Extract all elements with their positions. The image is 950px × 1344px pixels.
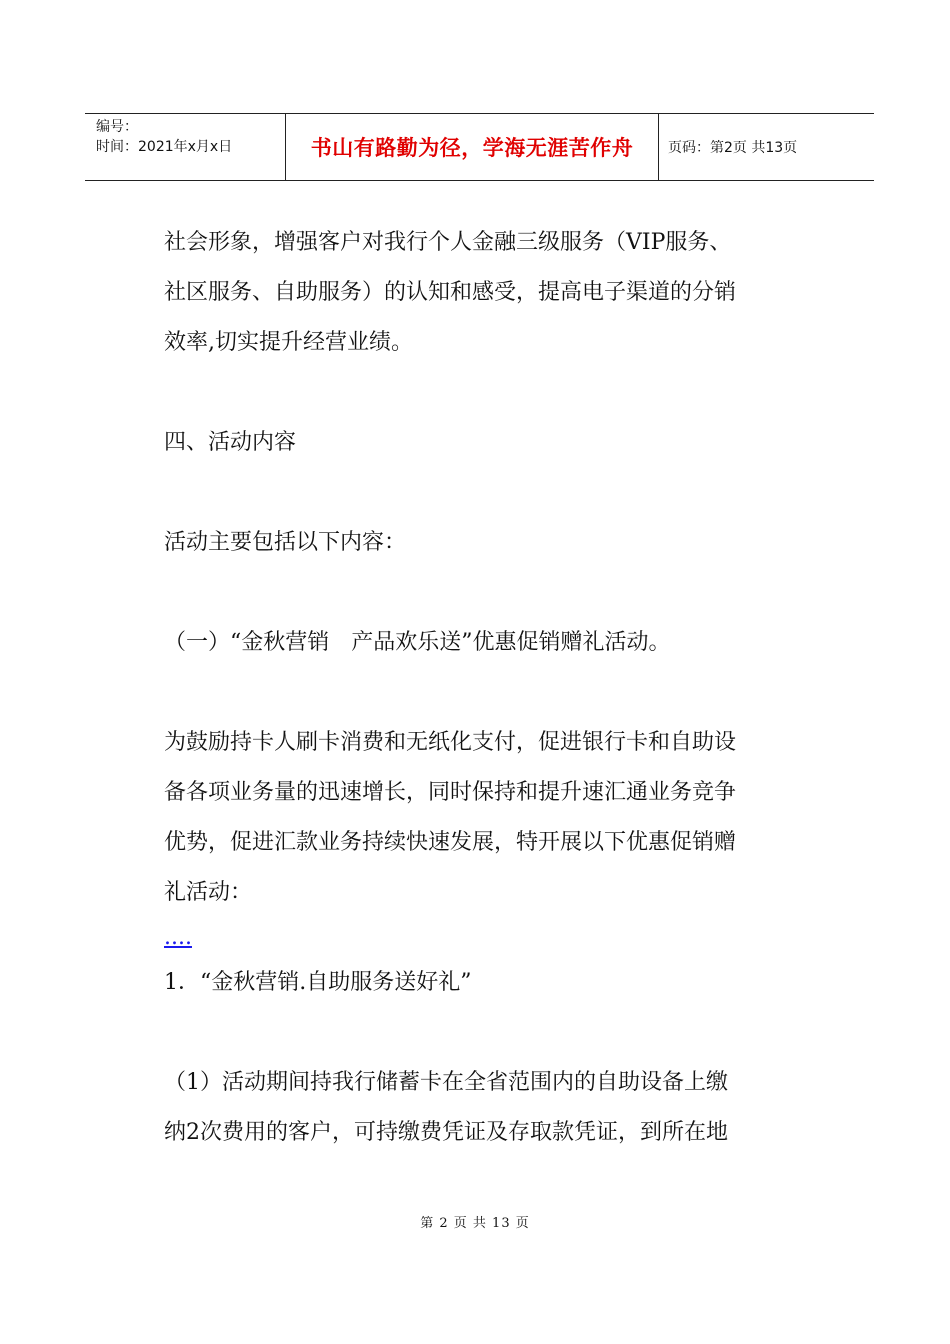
page-label: 页码：第2页 共13页 bbox=[668, 140, 798, 156]
paragraph-line: （1）活动期间持我行储蓄卡在全省范围内的自助设备上缴 bbox=[164, 1070, 728, 1095]
header-page bbox=[659, 114, 874, 180]
paragraph-line: 备各项业务量的迅速增长，同时保持和提升速汇通业务竞争 bbox=[164, 780, 737, 805]
header-meta bbox=[85, 114, 286, 180]
paragraph-line: 效率,切实提升经营业绩。 bbox=[164, 330, 413, 355]
paragraph-line: 纳2次费用的客户，可持缴费凭证及存取款凭证，到所在地 bbox=[164, 1120, 728, 1145]
page-footer bbox=[0, 1212, 950, 1231]
time-label: 时间：2021年x月x日 bbox=[96, 139, 233, 155]
paragraph-line: 优势，促进汇款业务持续快速发展，特开展以下优惠促销赠 bbox=[164, 830, 737, 855]
document-body bbox=[164, 218, 804, 1158]
number-label: 编号： bbox=[96, 119, 138, 135]
intro-line: 活动主要包括以下内容： bbox=[164, 530, 407, 555]
paragraph-line: 礼活动： bbox=[164, 880, 253, 905]
item-heading: 1．“金秋营销.自助服务送好礼” bbox=[164, 970, 472, 995]
header-table bbox=[85, 113, 874, 181]
ellipsis-link[interactable]: .... bbox=[164, 925, 192, 950]
paragraph-line: 为鼓励持卡人刷卡消费和无纸化支付，促进银行卡和自助设 bbox=[164, 730, 737, 755]
paragraph-line: 社区服务、自助服务）的认知和感受，提高电子渠道的分销 bbox=[164, 280, 737, 305]
header-motto bbox=[286, 114, 659, 180]
paragraph-line: 社会形象，增强客户对我行个人金融三级服务（VIP服务、 bbox=[164, 230, 732, 255]
subsection-heading: （一）“金秋营销 产品欢乐送”优惠促销赠礼活动。 bbox=[164, 630, 671, 655]
motto-text: 书山有路勤为径，学海无涯苦作舟 bbox=[310, 136, 634, 160]
footer-page-text: 第 2 页 共 13 页 bbox=[420, 1216, 530, 1231]
section-heading: 四、活动内容 bbox=[164, 430, 297, 455]
